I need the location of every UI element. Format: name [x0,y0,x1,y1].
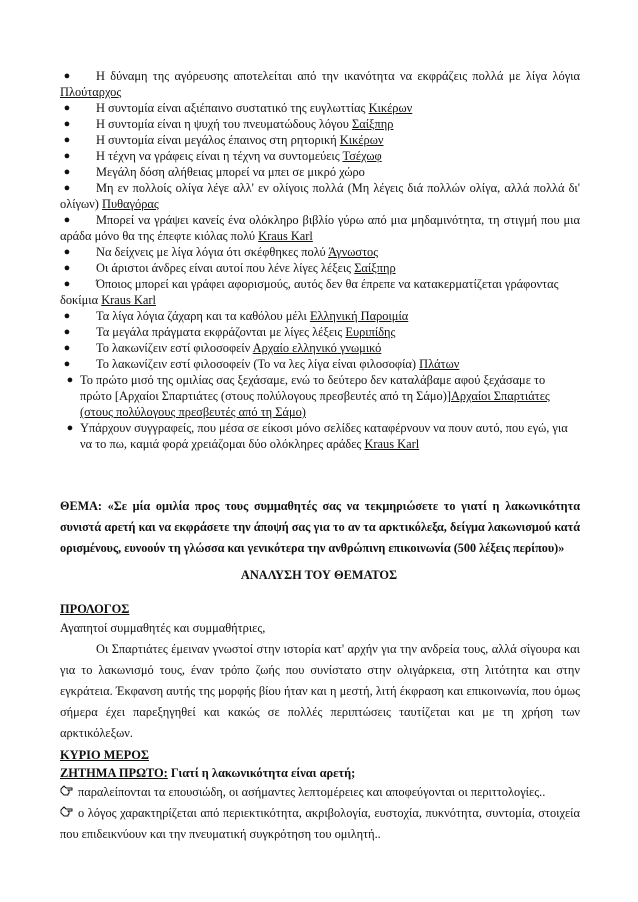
list-item [60,244,580,260]
bullet-icon: ● [63,342,71,354]
list-item [60,116,580,132]
list-item [60,212,580,244]
quote-text: Η δύναμη της αγόρευσης αποτελείται από την ικανότητα να εκφράζεις πολλά με λίγα λόγια [96,69,580,83]
bullet-icon: ● [63,310,71,322]
bullet-icon: ● [63,150,71,162]
bullet-icon: ● [63,326,71,338]
list-item [60,148,580,164]
list-item [60,340,580,356]
bullet-icon: ● [63,134,71,146]
quote-author-link[interactable]: Kraus Karl [364,437,420,451]
list-item [60,308,580,324]
quote-author-link[interactable]: Πυθαγόρας [102,197,159,211]
theme-statement: ΘΕΜΑ: «Σε μία ομιλία προς τους συμμαθητές σας να τεκμηριώσετε το γιατί η λακωνικότητα συνιστά αρετή και να εκφράσετε την άποψή σας για το αν τα αρκτικόλεξα, δείγμα λακωνισμού κατά ορισμένους, ευνοούν τη γλώσσα και γενικότερα την ανθρώπινη επικοινωνία (500 λέξεις περίπου)» [60,499,580,556]
quote-text: Το πρώτο μισό της ομιλίας σας ξεχάσαμε, ενώ το δεύτερο δεν καταλάβαμε αφού ξεχάσαμε το πρώτο [Αρχαίοι Σπαρτιάτες (στους πολύλογους πρεσβευτές από τη Σάμο)] [80,373,546,403]
list-item [60,68,580,100]
list-item [60,164,580,180]
main-title: ΚΥΡΙΟ ΜΕΡΟΣ [60,748,149,762]
list-item [60,782,580,803]
greeting-line: Αγαπητοί συμμαθητές και συμμαθήτριες, [60,621,266,635]
list-item [60,420,580,452]
bullet-icon: ● [63,358,71,370]
pointing-hand-icon [60,806,74,818]
quote-text: Η συντομία είναι η ψυχή του πνευματώδους λόγου [96,117,349,131]
prologue-title: ΠΡΟΛΟΓΟΣ [60,602,130,616]
quote-author-link[interactable]: Ευριπίδης [345,325,396,339]
main-section [60,746,580,845]
list-item [60,260,580,276]
quote-text: Μεγάλη δόση αλήθειας μπορεί να μπει σε μικρό χώρο [96,165,365,179]
quote-text: Τα λίγα λόγια ζάχαρη και τα καθόλου μέλι [96,309,307,323]
quote-author-link[interactable]: Τσέχωφ [342,149,382,163]
quote-text: Μπορεί να γράψει κανείς ένα ολόκληρο βιβλίο γύρω από μια μηδαμινότητα, τη στιγμή που μια αράδα μόνο θα της έπεφτε κιόλας πολύ [60,213,580,243]
point-text: ο λόγος χαρακτηρίζεται από περιεκτικότητα, ακριβολογία, ευστοχία, πυκνότητα, συντομία, στοιχεία που επιδεικνύουν και την πνευματική συγκρότηση του ομιλητή.. [60,806,580,841]
quote-text: Οι άριστοι άνδρες είναι αυτοί που λένε λίγες λέξεις [96,261,352,275]
quote-text: Η συντομία είναι μεγάλος έπαινος στη ρητορική [96,133,337,147]
bullet-icon: ● [63,262,71,274]
bullet-icon: ● [63,246,71,258]
bullet-icon: ● [66,422,74,434]
quote-author-link[interactable]: Αρχαίοι Σπαρτιάτες (στους πολύλογους πρεσβευτές από τη Σάμο) [80,389,550,419]
quote-text: Το λακωνίζειν εστί φιλοσοφείν [96,341,251,355]
quote-text: Η τέχνη να γράφεις είναι η τέχνη να συντομεύεις [96,149,340,163]
issue-label: ΖΗΤΗΜΑ ΠΡΩΤΟ: [60,766,168,780]
quote-author-link[interactable]: Πλούταρχος [60,85,122,99]
bullet-icon: ● [63,166,71,178]
prologue-section [60,600,580,744]
quote-author-link[interactable]: Σαίξπηρ [351,117,394,131]
quote-text: Τα μεγάλα πράγματα εκφράζονται με λίγες λέξεις [96,325,343,339]
bullet-icon: ● [66,374,74,386]
quote-text: Το λακωνίζειν εστί φιλοσοφείν (Το να λες λίγα είναι φιλοσοφία) [96,357,417,371]
point-text: παραλείπονται τα επουσιώδη, οι ασήμαντες λεπτομέρειες και αποφεύγονται οι περιττολογίες.. [78,785,546,799]
quotes-list [60,68,580,452]
quote-author-link[interactable]: Kraus Karl [101,293,156,307]
quote-text: Μη εν πολλοίς ολίγα λέγε αλλ' εν ολίγοις πολλά (Μη λέγεις διά πολλών ολίγα, αλλά πολλά δι' ολίγων) [60,181,580,211]
list-item [60,372,580,420]
list-item [60,324,580,340]
list-item [60,356,580,372]
list-item [60,803,580,845]
list-item [60,100,580,116]
quote-author-link[interactable]: Κικέρων [368,101,413,115]
quote-author-link[interactable]: Kraus Karl [258,229,313,243]
quote-author-link[interactable]: Αρχαίο ελληνικό γνωμικό [252,341,382,355]
quote-text: Όποιος μπορεί και γράφει αφορισμούς, αυτός δεν θα έπρεπε να κατακερματίζεται γράφοντας δοκίμια [60,277,559,307]
bullet-icon: ● [63,182,71,194]
issue-heading [60,764,580,782]
bullet-icon: ● [63,214,71,226]
analysis-heading: ΑΝΑΛΥΣΗ ΤΟΥ ΘΕΜΑΤΟΣ [240,568,398,582]
bullet-icon: ● [63,118,71,130]
quote-author-link[interactable]: Σαίξπηρ [354,261,396,275]
quote-text: Υπάρχουν συγγραφείς, που μέσα σε είκοσι μόνο σελίδες καταφέρνουν να πουν αυτό, που εγώ, για να το πω, καμιά φορά χρειάζομαι δύο ολόκληρες αράδες [80,421,568,451]
bullet-icon: ● [63,102,71,114]
prologue-paragraph: Οι Σπαρτιάτες έμειναν γνωστοί στην ιστορία κατ' αρχήν για την ανδρεία τους, αλλά σίγουρα και για το λακωνισμό τους, έναν τρόπο ζωής που συνίστατο στην ολιγάρκεια, στη λιτότητα και στην εγκράτεια. Έκφανση αυτής της μορφής βίου ήταν και η μεστή, λιτή έκφραση και επικοινωνία, που όμως σήμερα έχει παρεξηγηθεί και κακώς σε πολλές περιπτώσεις ταυτίζεται και με τη χρήση των αρκτικόλεξων. [60,642,580,740]
pointing-hand-icon [60,785,74,797]
bullet-icon: ● [63,278,71,290]
quote-text: Η συντομία είναι αξιέπαινο συστατικό της ευγλωττίας [96,101,366,115]
issue-question: Γιατί η λακωνικότητα είναι αρετή; [170,766,356,780]
quote-author-link[interactable]: Πλάτων [419,357,460,371]
list-item [60,132,580,148]
quote-author-link[interactable]: Ελληνική Παροιμία [309,309,409,323]
list-item [60,180,580,212]
bullet-icon: ● [63,70,71,82]
quote-author-link[interactable]: Κικέρων [339,133,384,147]
list-item [60,276,580,308]
quote-text: Να δείχνεις με λίγα λόγια ότι σκέφθηκες πολύ [96,245,326,259]
quote-author-link[interactable]: Άγνωστος [328,245,379,259]
